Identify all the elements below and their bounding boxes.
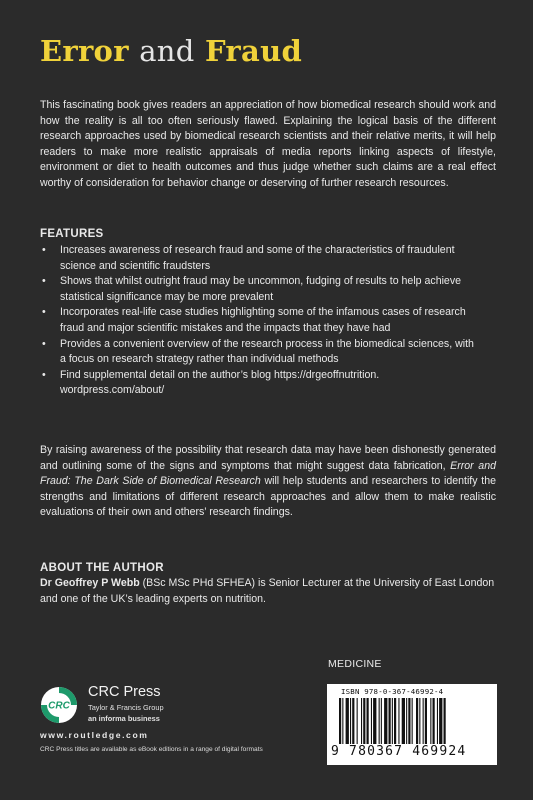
barcode-digits: 9 780367 469924 bbox=[331, 744, 467, 759]
author-name: Dr Geoffrey P Webb bbox=[40, 577, 140, 589]
feature-item: • Find supplemental detail on the author’s blog https://drgeoffnutrition. wordpress.com/about/ bbox=[40, 368, 480, 399]
feature-item: • Provides a convenient overview of the research process in the biomedical sciences, with a focus on research strategy rather than individual methods bbox=[40, 337, 480, 368]
features-heading: FEATURES bbox=[40, 228, 104, 240]
author-heading: ABOUT THE AUTHOR bbox=[40, 562, 164, 574]
ebook-note: CRC Press titles are available as eBook editions in a range of digital formats bbox=[40, 746, 263, 753]
book-title bbox=[40, 34, 302, 68]
author-bio bbox=[40, 576, 496, 607]
title-word-and: and bbox=[139, 34, 195, 68]
feature-item: • Incorporates real-life case studies highlighting some of the infamous cases of research fraud and major scientific mistakes and the impacts that they have had bbox=[40, 305, 480, 336]
features-list bbox=[40, 243, 480, 399]
intro-paragraph: This fascinating book gives readers an appreciation of how biomedical research should work and how the reality is all too often seriously flawed. Explaining the logical basis of the different research approaches used by biomedical research scientists and their relative merits, it will help readers to make more realistic appraisals of media reports linking aspects of lifestyle, environment or diet to health outcomes and thus judge whether such claims are a real effect worthy of consideration for behavior change or deserving of further research resources. bbox=[40, 99, 496, 189]
author-bio-text: (BSc MSc PHd SFHEA) is Senior Lecturer at the University of East London and one of the UK’s leading experts on nutrition. bbox=[40, 577, 495, 605]
isbn-label: ISBN 978-0-367-46992-4 bbox=[341, 687, 444, 696]
closing-text-end: will help students and researchers to identify the strengths and limitations of different research approaches and allow them to make realistic evaluations of their own and others’ research findings. bbox=[40, 475, 496, 519]
publisher-url: www.routledge.com bbox=[40, 730, 149, 740]
book-full-title: Error and Fraud: The Dark Side of Biomedical Research bbox=[40, 459, 496, 488]
feature-item: • Shows that whilst outright fraud may be uncommon, fudging of results to help achieve statistical significance may be more prevalent bbox=[40, 274, 480, 305]
crc-logo-text: CRC bbox=[48, 700, 70, 712]
publisher-name: CRC Press bbox=[88, 684, 161, 700]
crc-logo-icon bbox=[40, 686, 78, 724]
isbn-barcode bbox=[327, 684, 497, 765]
publisher-group: Taylor & Francis Group bbox=[88, 703, 164, 712]
subject-category: MEDICINE bbox=[328, 658, 382, 670]
closing-text-start: By raising awareness of the possibility that research data may have been dishonestly generated and outlining some of the signs and symptoms that might suggest data fabrication, bbox=[40, 444, 496, 472]
title-word-error: Error bbox=[40, 34, 129, 68]
title-word-fraud: Fraud bbox=[205, 34, 303, 68]
closing-paragraph bbox=[40, 443, 496, 521]
barcode-bars bbox=[339, 698, 485, 744]
publisher-business: an informa business bbox=[88, 714, 160, 723]
feature-item: • Increases awareness of research fraud and some of the characteristics of fraudulent science and scientific fraudsters bbox=[40, 243, 480, 274]
